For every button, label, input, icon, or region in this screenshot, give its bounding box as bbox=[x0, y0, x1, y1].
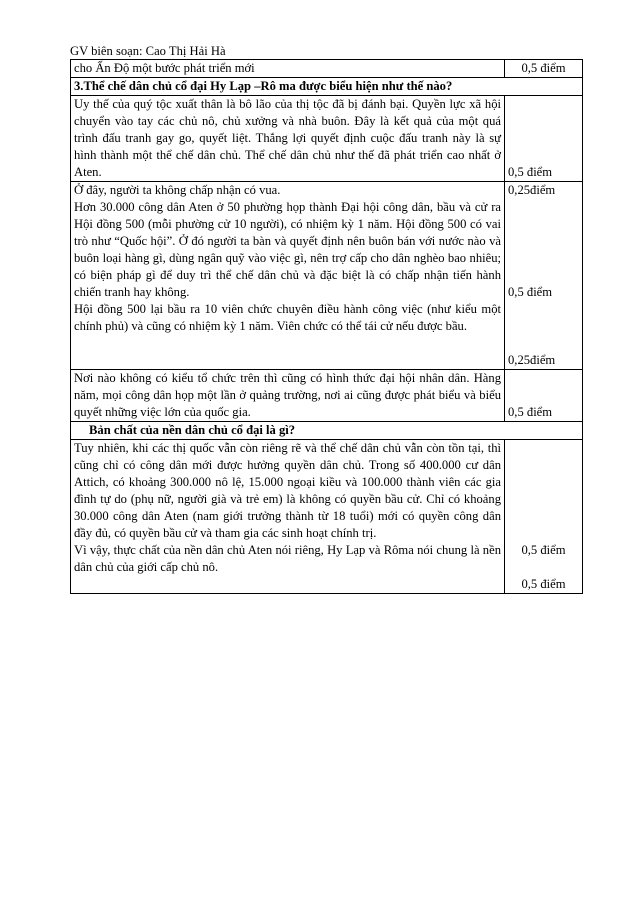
answer-text: cho Ấn Độ một bước phát triển mới bbox=[71, 60, 505, 78]
paragraph: Ở đây, người ta không chấp nhận có vua. bbox=[74, 183, 281, 197]
score-value: 0,25điểm bbox=[508, 353, 556, 367]
score-value: 0,5 điểm bbox=[521, 543, 566, 557]
table-row bbox=[71, 60, 583, 78]
score-value: 0,5 điểm bbox=[521, 577, 566, 591]
question-heading-4: Bản chất của nền dân chủ cổ đại là gì? bbox=[71, 422, 583, 440]
table-row bbox=[71, 182, 583, 370]
score-cell: 0,5 điểm bbox=[505, 96, 583, 182]
score-cell bbox=[505, 440, 583, 594]
answer-text-block bbox=[71, 440, 505, 594]
table-row bbox=[71, 96, 583, 182]
paragraph: Vì vậy, thực chất của nền dân chủ Aten nói riêng, Hy Lạp và Rôma nói chung là nền dân chủ của giới cấp chủ nô. bbox=[74, 543, 501, 574]
document-page bbox=[70, 44, 582, 594]
question-row bbox=[71, 78, 583, 96]
score-cell: 0,5 điểm bbox=[505, 60, 583, 78]
table-row bbox=[71, 440, 583, 594]
paragraph: Hơn 30.000 công dân Aten ở 50 phường họp thành Đại hội công dân, bầu và cử ra Hội đồng 500 (mỗi phường cử 10 người), có nhiệm kỳ 1 năm. Hội đồng 500 có vai trò như “Quốc hội”. Ở đó người ta bàn và quyết định nên buôn bán với nước nào và buôn loại hàng gì, dùng ngân quỹ vào việc gì, nên trợ cấp cho dân nghèo bao nhiêu; có biện pháp gì để duy trì thể chế dân chủ và đặc biệt là có chấp nhận tiến hành chiến tranh hay không. bbox=[74, 200, 501, 299]
score-cell: 0,5 điểm bbox=[505, 370, 583, 422]
score-cell bbox=[505, 182, 583, 370]
table-row bbox=[71, 370, 583, 422]
answer-text: Uy thế của quý tộc xuất thân là bô lão của thị tộc đã bị đánh bại. Quyền lực xã hội chuyển vào tay các chủ nô, chủ xưởng và nhà buôn. Đây là kết quả của một quá trình đấu tranh gay go, quyết liệt. Thắng lợi quyết định cuộc đấu tranh này là sự hình thành một thể chế dân chủ. Thể chế dân chủ như thế đã phát triển cao nhất ở Aten. bbox=[71, 96, 505, 182]
paragraph: Hội đồng 500 lại bầu ra 10 viên chức chuyên điều hành công việc (như kiểu một chính phủ) và cũng có nhiệm kỳ 1 năm. Viên chức có thể tái cử nếu được bầu. bbox=[74, 302, 501, 333]
score-value: 0,25điểm bbox=[508, 183, 556, 197]
question-heading-3: 3.Thể chế dân chủ cổ đại Hy Lạp –Rô ma được biểu hiện như thế nào? bbox=[71, 78, 583, 96]
score-value: 0,5 điểm bbox=[508, 285, 553, 299]
answer-text-block bbox=[71, 182, 505, 370]
answer-table bbox=[70, 59, 583, 594]
paragraph: Tuy nhiên, khi các thị quốc vẫn còn riêng rẽ và thể chế dân chủ vẫn còn tồn tại, thì cũng chỉ có công dân mới được hưởng quyền dân chủ. Trong số 400.000 cư dân Attich, có khoảng 300.000 nô lệ, 15.000 ngoại kiều và 100.000 thành viên các gia đình tự do (phụ nữ, người già và trẻ em) là không có quyền bầu cử. Chỉ có khoảng 30.000 công dân Aten (nam giới trưởng thành từ 18 tuổi) mới có quyền công dân đầy đủ, có quyền bầu cử và tham gia các sinh hoạt chính trị. bbox=[74, 441, 501, 540]
author-line: GV biên soạn: Cao Thị Hải Hà bbox=[70, 44, 226, 58]
answer-text: Nơi nào không có kiểu tổ chức trên thì cũng có hình thức đại hội nhân dân. Hàng năm, mọi công dân họp một lần ở quảng trường, nơi ai cũng được phát biểu và biểu quyết những việc lớn của quốc gia. bbox=[71, 370, 505, 422]
question-row bbox=[71, 422, 583, 440]
